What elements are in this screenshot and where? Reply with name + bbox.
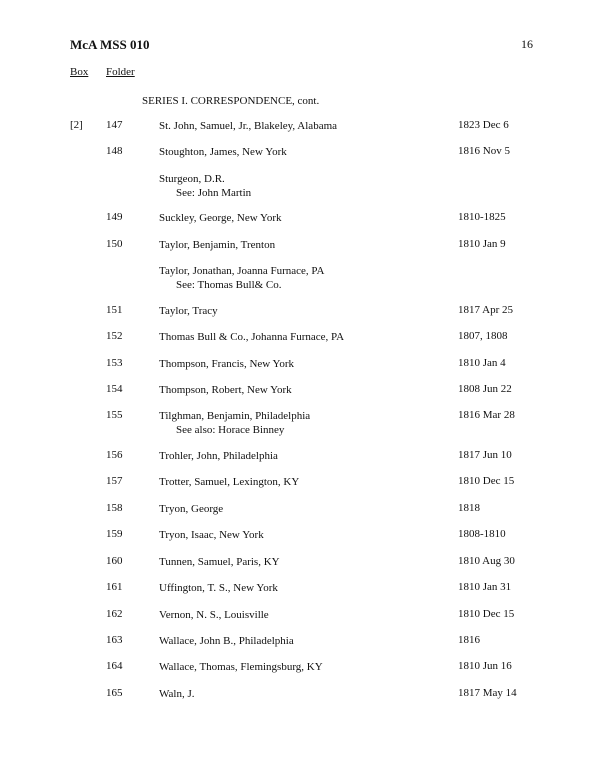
folder-number: 163 [106, 634, 123, 646]
correspondent-name: Thomas Bull & Co., Johanna Furnace, PA [159, 331, 345, 343]
folder-number: 161 [106, 581, 123, 593]
folder-title [159, 383, 292, 397]
folder-number: 154 [106, 383, 123, 395]
cross-reference: See: John Martin [176, 187, 252, 199]
folder-number: 159 [106, 528, 123, 540]
folder-number: 157 [106, 475, 123, 487]
folder-number: 152 [106, 330, 123, 342]
folder-date: 1810 Dec 15 [458, 475, 515, 487]
folder-number: 156 [106, 449, 123, 461]
correspondent-name: Uffington, T. S., New York [159, 582, 278, 594]
correspondent-name: Vernon, N. S., Louisville [159, 609, 269, 621]
folder-title [159, 330, 344, 344]
folder-date: 1816 Mar 28 [458, 409, 515, 421]
folder-number: 149 [106, 211, 123, 223]
folder-title [159, 119, 337, 133]
folder-date: 1810 Jun 16 [458, 660, 512, 672]
folder-title [159, 449, 278, 463]
folder-number: 164 [106, 660, 123, 672]
folder-date: 1810 Jan 31 [458, 581, 512, 593]
folder-title [159, 502, 223, 516]
correspondent-name: Wallace, Thomas, Flemingsburg, KY [159, 661, 323, 673]
folder-title [159, 555, 280, 569]
page-number: 16 [521, 37, 533, 51]
correspondent-name: Sturgeon, D.R. [159, 173, 225, 185]
folder-title [159, 304, 218, 318]
correspondent-name: Stoughton, James, New York [159, 146, 287, 158]
folder-number: 148 [106, 145, 123, 157]
correspondent-name: Waln, J. [159, 688, 195, 700]
folder-date: 1818 [458, 502, 480, 514]
correspondent-name: Tunnen, Samuel, Paris, KY [159, 556, 280, 568]
correspondent-name: Thompson, Robert, New York [159, 384, 292, 396]
correspondent-name: Taylor, Tracy [159, 305, 218, 317]
folder-number: 158 [106, 502, 123, 514]
folder-number: 160 [106, 555, 123, 567]
cross-reference: See also: Horace Binney [176, 424, 285, 436]
correspondent-name: Tilghman, Benjamin, Philadelphia [159, 410, 311, 422]
folder-title [159, 357, 294, 371]
folder-title [159, 211, 282, 225]
folder-date: 1810-1825 [458, 211, 506, 223]
collection-id: McA MSS 010 [70, 37, 150, 52]
column-header-box: Box [70, 66, 89, 78]
folder-title [159, 238, 275, 252]
folder-date: 1817 May 14 [458, 687, 517, 699]
folder-title [159, 409, 310, 437]
folder-number: 151 [106, 304, 123, 316]
column-header-folder: Folder [106, 66, 135, 78]
correspondent-name: Wallace, John B., Philadelphia [159, 635, 294, 647]
folder-date: 1810 Dec 15 [458, 608, 515, 620]
correspondent-name: Trotter, Samuel, Lexington, KY [159, 476, 300, 488]
correspondent-name: Tryon, George [159, 503, 224, 515]
folder-title [159, 528, 264, 542]
folder-title [159, 264, 325, 292]
folder-date: 1808-1810 [458, 528, 506, 540]
correspondent-name: Thompson, Francis, New York [159, 358, 295, 370]
folder-date: 1807, 1808 [458, 330, 508, 342]
folder-title [159, 687, 194, 701]
folder-date: 1810 Jan 9 [458, 238, 506, 250]
folder-title [159, 660, 323, 674]
folder-number: 150 [106, 238, 123, 250]
folder-title [159, 172, 251, 200]
folder-title [159, 608, 269, 622]
folder-date: 1823 Dec 6 [458, 119, 509, 131]
correspondent-name: Taylor, Jonathan, Joanna Furnace, PA [159, 265, 325, 277]
folder-date: 1816 [458, 634, 480, 646]
folder-title [159, 145, 287, 159]
folder-date: 1816 Nov 5 [458, 145, 510, 157]
correspondent-name: Tryon, Isaac, New York [159, 529, 264, 541]
correspondent-name: Suckley, George, New York [159, 212, 282, 224]
folder-number: 147 [106, 119, 123, 131]
series-heading: SERIES I. CORRESPONDENCE, cont. [142, 95, 320, 107]
correspondent-name: Taylor, Benjamin, Trenton [159, 239, 276, 251]
folder-date: 1810 Jan 4 [458, 357, 506, 369]
correspondent-name: St. John, Samuel, Jr., Blakeley, Alabama [159, 120, 338, 132]
folder-date: 1817 Jun 10 [458, 449, 512, 461]
folder-number: 165 [106, 687, 123, 699]
folder-number: 162 [106, 608, 123, 620]
folder-title [159, 475, 299, 489]
folder-date: 1810 Aug 30 [458, 555, 515, 567]
box-number: [2] [70, 119, 83, 131]
cross-reference: See: Thomas Bull& Co. [176, 279, 282, 291]
folder-date: 1808 Jun 22 [458, 383, 512, 395]
folder-title [159, 634, 294, 648]
folder-number: 153 [106, 357, 123, 369]
folder-title [159, 581, 278, 595]
folder-number: 155 [106, 409, 123, 421]
folder-date: 1817 Apr 25 [458, 304, 513, 316]
correspondent-name: Trohler, John, Philadelphia [159, 450, 278, 462]
